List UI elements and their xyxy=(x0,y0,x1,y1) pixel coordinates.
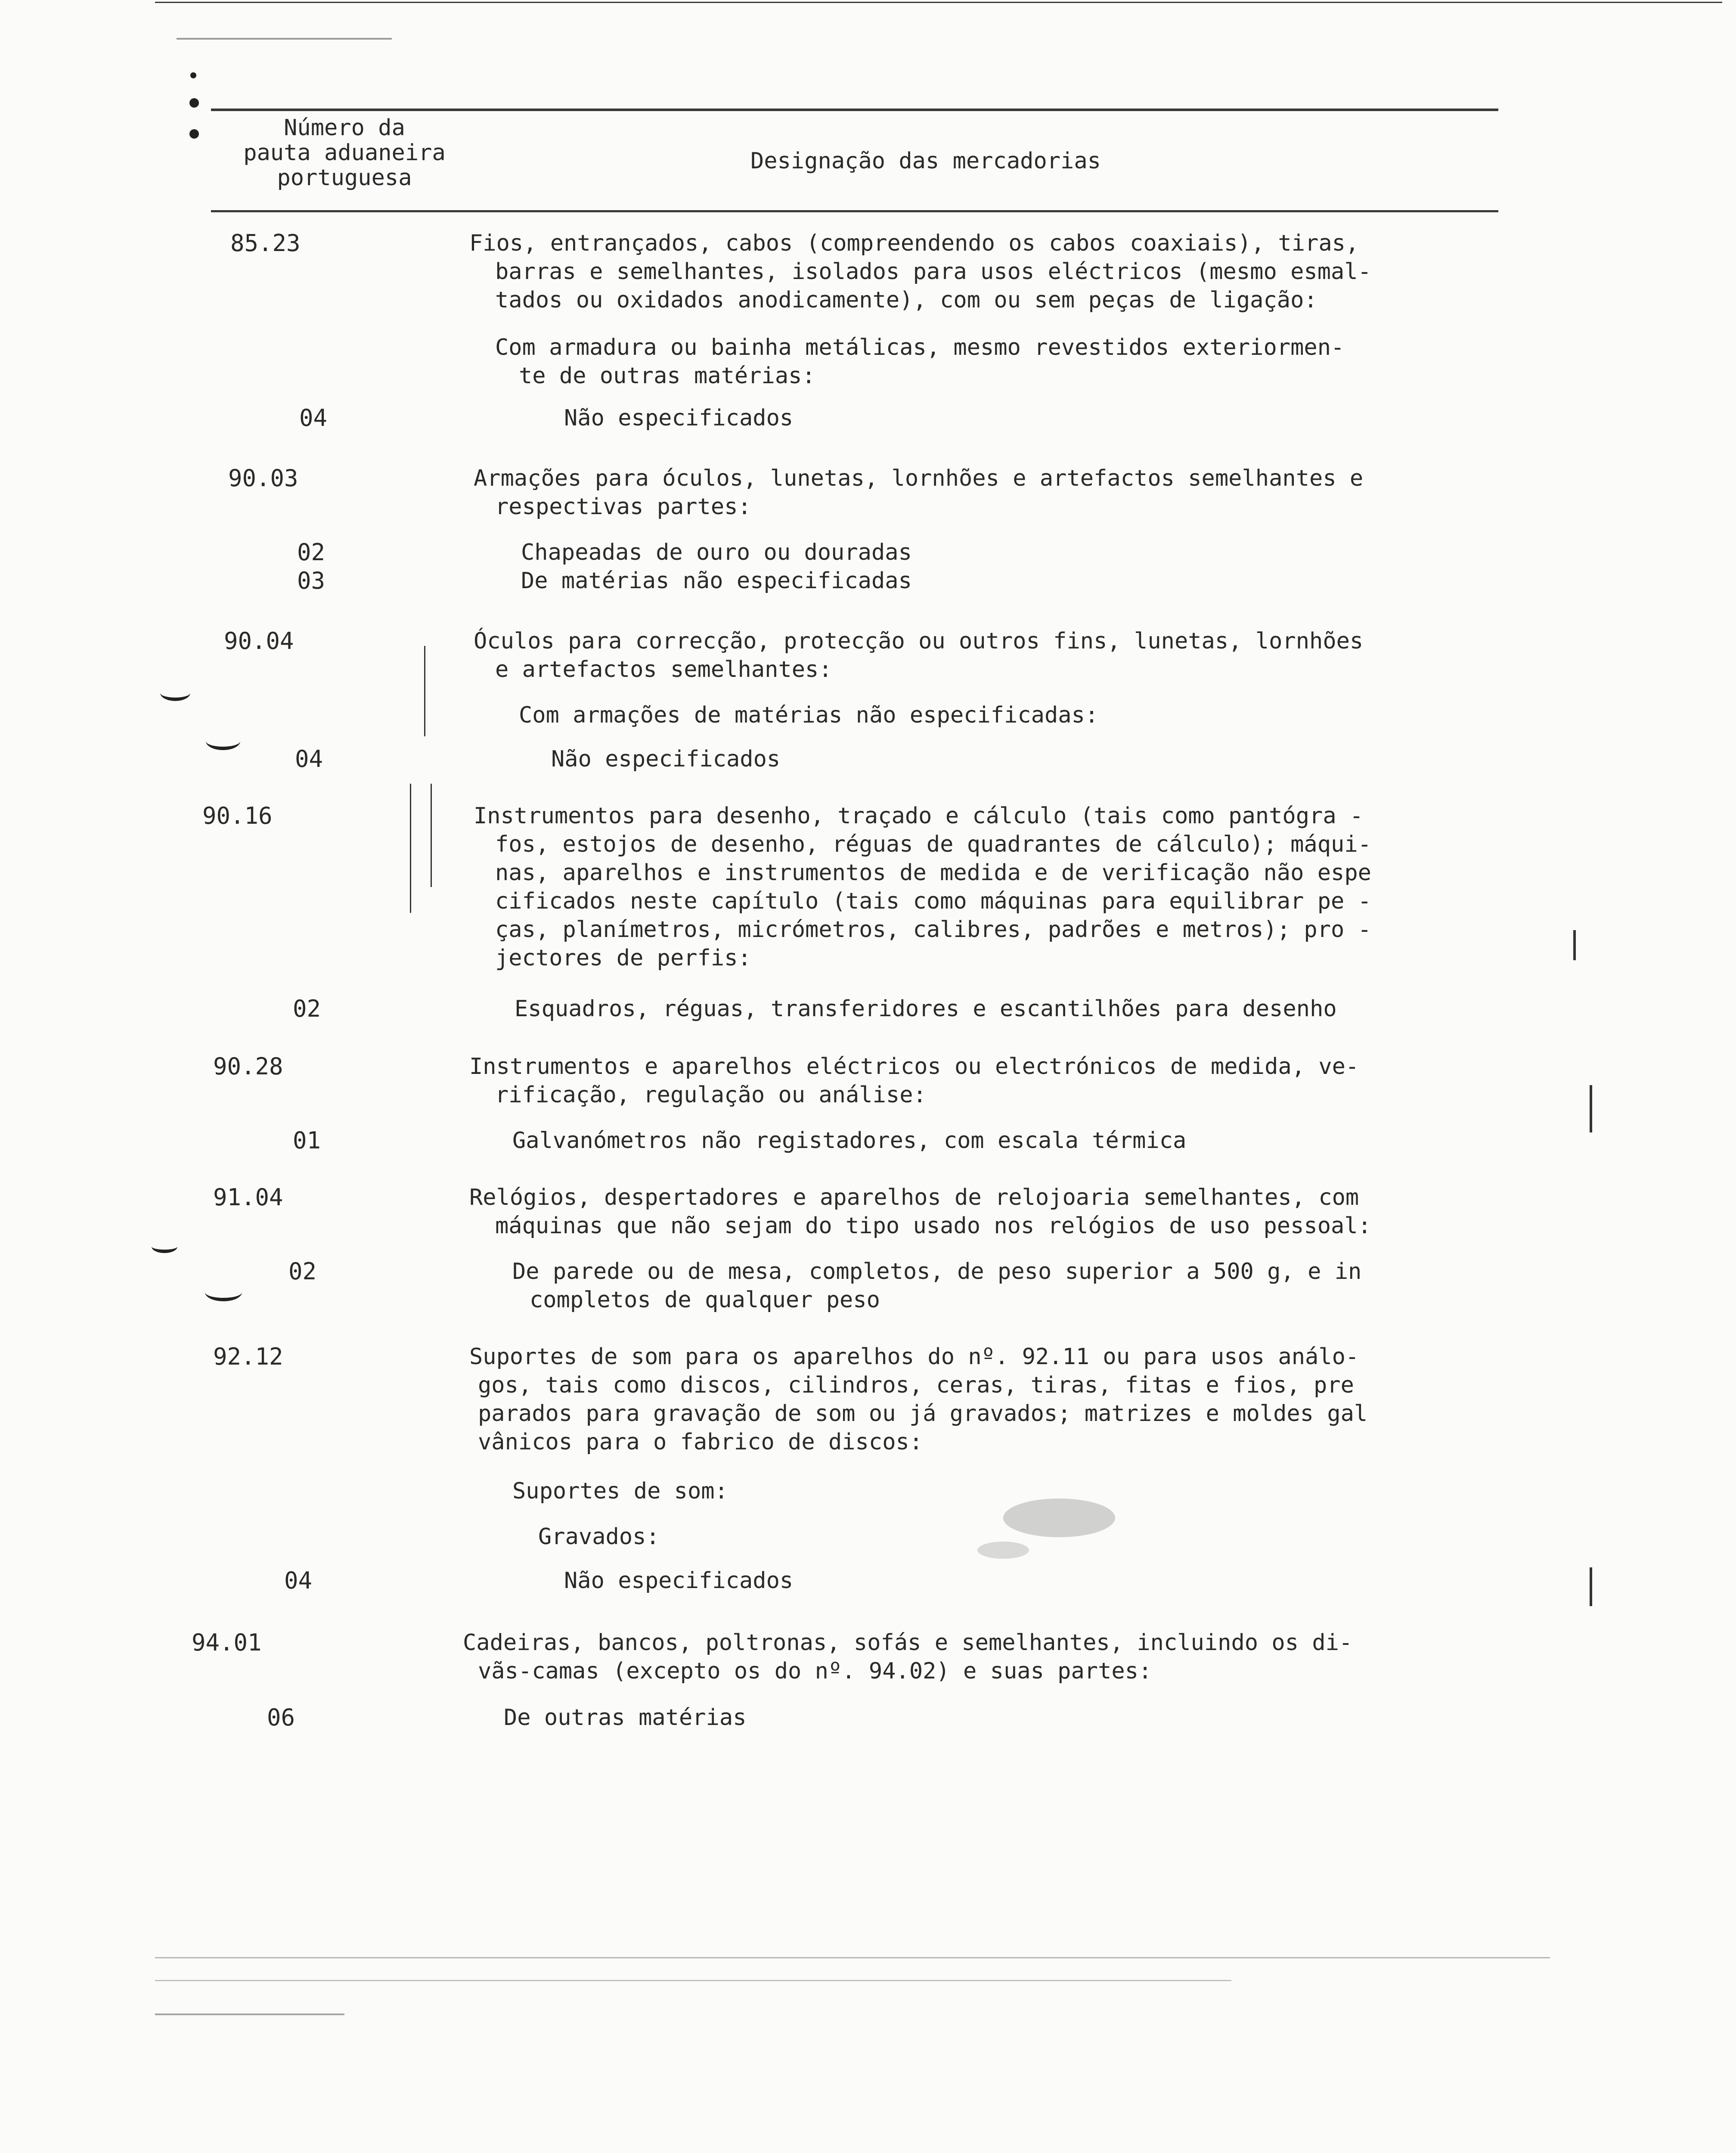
item-description-line: Não especificados xyxy=(564,1568,794,1594)
item-code: 91.04 xyxy=(213,1184,283,1211)
item-description-line: fos, estojos de desenho, réguas de quadrantes de cálculo); máqui- xyxy=(495,831,1371,857)
item-description-line: nas, aparelhos e instrumentos de medida e de verificação não espe xyxy=(495,860,1371,886)
item-code: 90.28 xyxy=(213,1053,283,1080)
item-description-line: Com armadura ou bainha metálicas, mesmo revestidos exteriormen- xyxy=(495,335,1345,360)
item-code: 94.01 xyxy=(192,1629,262,1656)
item-description-line: rificação, regulação ou análise: xyxy=(495,1082,927,1108)
item-description-line: Chapeadas de ouro ou douradas xyxy=(521,540,912,565)
item-code: 06 xyxy=(267,1704,295,1731)
margin-bar xyxy=(424,646,425,736)
column-header-code: Número da pauta aduaneira portuguesa xyxy=(243,115,446,191)
item-description-line: Instrumentos e aparelhos eléctricos ou electrónicos de medida, ve- xyxy=(469,1054,1359,1080)
header-top-rule xyxy=(211,109,1498,111)
item-description-line: cificados neste capítulo (tais como máquinas para equilibrar pe - xyxy=(495,888,1371,914)
item-description-line: Relógios, despertadores e aparelhos de relojoaria semelhantes, com xyxy=(469,1185,1359,1210)
margin-bar xyxy=(431,784,432,887)
item-description-line: Com armações de matérias não especificadas: xyxy=(519,702,1099,728)
item-code: 03 xyxy=(297,567,326,594)
item-code: 90.03 xyxy=(228,465,298,492)
item-code: 04 xyxy=(295,745,323,772)
item-description-line: vânicos para o fabrico de discos: xyxy=(478,1429,923,1455)
header-bottom-rule xyxy=(211,210,1498,212)
hand-mark xyxy=(205,1283,242,1301)
margin-bar xyxy=(410,784,411,913)
item-description-line: De parede ou de mesa, completos, de peso superior a 500 g, e in xyxy=(512,1259,1362,1284)
bottom-scan-streak-3 xyxy=(155,2013,344,2015)
item-description-line: Galvanómetros não registadores, com escala térmica xyxy=(512,1128,1187,1154)
hand-mark xyxy=(206,732,240,750)
item-description-line: Não especificados xyxy=(564,405,794,431)
punch-mark xyxy=(189,129,199,139)
item-code: 92.12 xyxy=(213,1343,283,1370)
item-code: 02 xyxy=(293,995,321,1022)
top-edge-line xyxy=(155,2,1722,3)
right-edge-mark xyxy=(1590,1567,1592,1606)
item-description-line: barras e semelhantes, isolados para usos eléctricos (mesmo esmal- xyxy=(495,259,1371,285)
punch-mark xyxy=(189,98,199,108)
item-code: 04 xyxy=(284,1567,313,1594)
item-description-line: parados para gravação de som ou já gravados; matrizes e moldes gal xyxy=(478,1401,1368,1427)
item-description-line: vãs-camas (excepto os do nº. 94.02) e suas partes: xyxy=(478,1658,1152,1684)
bottom-scan-streak xyxy=(155,1957,1550,1958)
item-code: 90.16 xyxy=(202,802,273,829)
item-description-line: Instrumentos para desenho, traçado e cálculo (tais como pantógra - xyxy=(474,803,1364,829)
item-description-line: Não especificados xyxy=(551,746,781,772)
right-edge-mark xyxy=(1573,930,1576,960)
item-description-line: respectivas partes: xyxy=(495,494,751,520)
item-code: 02 xyxy=(288,1258,317,1285)
item-description-line: te de outras matérias: xyxy=(519,363,815,389)
item-description-line: Suportes de som: xyxy=(512,1478,728,1504)
item-description-line: De matérias não especificadas xyxy=(521,568,912,594)
item-description-line: e artefactos semelhantes: xyxy=(495,657,832,683)
item-description-line: Cadeiras, bancos, poltronas, sofás e semelhantes, incluindo os di- xyxy=(463,1630,1353,1656)
item-description-line: tados ou oxidados anodicamente), com ou sem peças de ligação: xyxy=(495,287,1318,313)
item-description-line: gos, tais como discos, cilindros, ceras, tiras, fitas e fios, pre xyxy=(478,1372,1354,1398)
item-code: 90.04 xyxy=(224,627,294,655)
bottom-scan-streak-2 xyxy=(155,1980,1231,1981)
item-code: 85.23 xyxy=(230,230,301,257)
right-edge-mark xyxy=(1590,1085,1592,1132)
item-description-line: Suportes de som para os aparelhos do nº. 92.11 ou para usos análo- xyxy=(469,1344,1359,1370)
item-code: 01 xyxy=(293,1127,321,1154)
hand-mark xyxy=(152,1240,177,1253)
hand-mark xyxy=(160,685,190,701)
item-description-line: jectores de perfis: xyxy=(495,945,751,971)
item-description-line: Armações para óculos, lunetas, lornhões e artefactos semelhantes e xyxy=(474,465,1364,491)
item-description-line: Gravados: xyxy=(538,1524,660,1550)
item-description-line: De outras matérias xyxy=(504,1705,747,1731)
item-description-line: máquinas que não sejam do tipo usado nos relógios de uso pessoal: xyxy=(495,1213,1371,1239)
item-description-line: Óculos para correcção, protecção ou outros fins, lunetas, lornhões xyxy=(474,628,1364,654)
item-description-line: Fios, entrançados, cabos (compreendendo os cabos coaxiais), tiras, xyxy=(469,230,1359,256)
item-description-line: ças, planímetros, micrómetros, calibres, padrões e metros); pro - xyxy=(495,917,1371,943)
item-description-line: completos de qualquer peso xyxy=(530,1287,880,1313)
scan-streak xyxy=(177,38,392,40)
item-description-line: Esquadros, réguas, transferidores e escantilhões para desenho xyxy=(515,996,1337,1022)
punch-mark xyxy=(190,72,196,78)
item-code: 04 xyxy=(299,404,328,431)
column-header-designation: Designação das mercadorias xyxy=(750,148,1101,174)
speck xyxy=(977,1542,1029,1559)
item-code: 02 xyxy=(297,539,326,566)
speck xyxy=(1003,1498,1115,1537)
